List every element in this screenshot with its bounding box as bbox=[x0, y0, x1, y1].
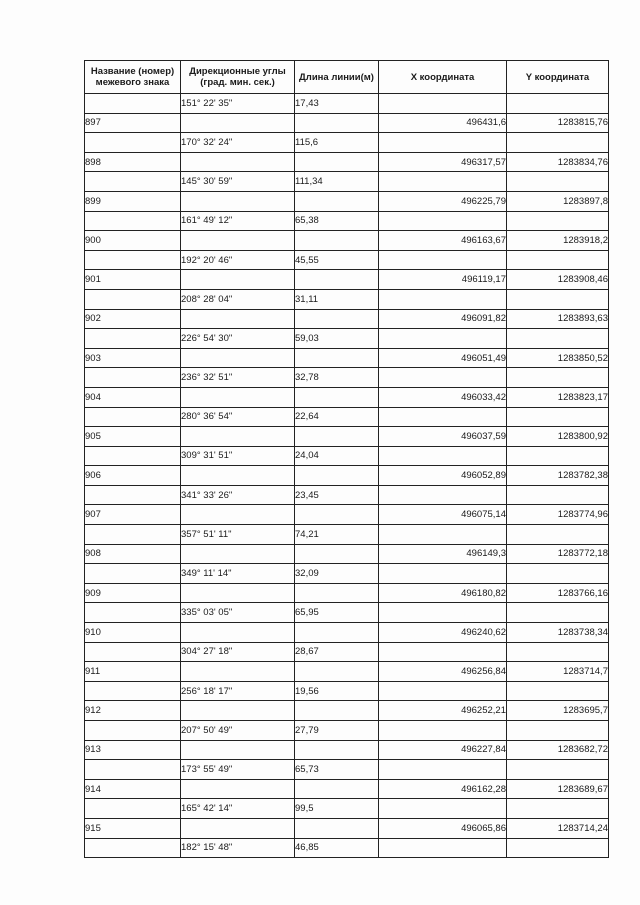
table-row-point bbox=[85, 818, 609, 838]
empty-cell bbox=[295, 544, 379, 564]
line-length-cell: 32,78 bbox=[295, 368, 379, 388]
table-row-segment bbox=[85, 289, 609, 309]
x-coordinate-cell: 496431,6 bbox=[379, 113, 507, 133]
empty-cell bbox=[507, 211, 609, 231]
point-name-cell: 903 bbox=[85, 348, 181, 368]
boundary-coordinates-table bbox=[84, 60, 609, 858]
line-length-cell: 19,56 bbox=[295, 681, 379, 701]
line-length-cell: 99,5 bbox=[295, 799, 379, 819]
table-row-segment bbox=[85, 172, 609, 192]
empty-cell bbox=[507, 721, 609, 741]
point-name-cell: 899 bbox=[85, 191, 181, 211]
table-row-point bbox=[85, 740, 609, 760]
empty-cell bbox=[181, 701, 295, 721]
direction-angle-cell: 304° 27' 18" bbox=[181, 642, 295, 662]
empty-cell bbox=[181, 779, 295, 799]
table-row-point bbox=[85, 152, 609, 172]
empty-cell bbox=[379, 721, 507, 741]
point-name-cell: 901 bbox=[85, 270, 181, 290]
empty-cell bbox=[181, 348, 295, 368]
table-row-point bbox=[85, 662, 609, 682]
table-row-segment bbox=[85, 329, 609, 349]
line-length-cell: 45,55 bbox=[295, 250, 379, 270]
empty-cell bbox=[85, 721, 181, 741]
empty-cell bbox=[507, 368, 609, 388]
empty-cell bbox=[379, 329, 507, 349]
table-row-point bbox=[85, 701, 609, 721]
empty-cell bbox=[181, 387, 295, 407]
x-coordinate-cell: 496162,28 bbox=[379, 779, 507, 799]
x-coordinate-cell: 496240,62 bbox=[379, 623, 507, 643]
empty-cell bbox=[507, 407, 609, 427]
empty-cell bbox=[85, 799, 181, 819]
empty-cell bbox=[379, 642, 507, 662]
empty-cell bbox=[379, 211, 507, 231]
x-coordinate-cell: 496033,42 bbox=[379, 387, 507, 407]
line-length-cell: 31,11 bbox=[295, 289, 379, 309]
empty-cell bbox=[181, 152, 295, 172]
point-name-cell: 898 bbox=[85, 152, 181, 172]
empty-cell bbox=[181, 113, 295, 133]
x-coordinate-cell: 496256,84 bbox=[379, 662, 507, 682]
empty-cell bbox=[379, 94, 507, 114]
y-coordinate-cell: 1283682,72 bbox=[507, 740, 609, 760]
empty-cell bbox=[85, 485, 181, 505]
empty-cell bbox=[379, 172, 507, 192]
empty-cell bbox=[379, 564, 507, 584]
empty-cell bbox=[295, 152, 379, 172]
x-coordinate-cell: 496252,21 bbox=[379, 701, 507, 721]
point-name-cell: 907 bbox=[85, 505, 181, 525]
y-coordinate-cell: 1283695,7 bbox=[507, 701, 609, 721]
direction-angle-cell: 226° 54' 30" bbox=[181, 329, 295, 349]
line-length-cell: 32,09 bbox=[295, 564, 379, 584]
empty-cell bbox=[295, 387, 379, 407]
empty-cell bbox=[295, 466, 379, 486]
empty-cell bbox=[85, 603, 181, 623]
point-name-cell: 900 bbox=[85, 231, 181, 251]
empty-cell bbox=[181, 818, 295, 838]
empty-cell bbox=[85, 642, 181, 662]
direction-angle-cell: 207° 50' 49" bbox=[181, 721, 295, 741]
empty-cell bbox=[379, 446, 507, 466]
empty-cell bbox=[507, 250, 609, 270]
empty-cell bbox=[85, 329, 181, 349]
point-name-cell: 910 bbox=[85, 623, 181, 643]
table-row-segment bbox=[85, 407, 609, 427]
line-length-cell: 115,6 bbox=[295, 133, 379, 153]
table-row-segment bbox=[85, 681, 609, 701]
direction-angle-cell: 256° 18' 17" bbox=[181, 681, 295, 701]
empty-cell bbox=[379, 133, 507, 153]
point-name-cell: 905 bbox=[85, 427, 181, 447]
empty-cell bbox=[85, 133, 181, 153]
empty-cell bbox=[507, 838, 609, 858]
empty-cell bbox=[181, 427, 295, 447]
empty-cell bbox=[295, 583, 379, 603]
x-coordinate-cell: 496119,17 bbox=[379, 270, 507, 290]
point-name-cell: 897 bbox=[85, 113, 181, 133]
x-coordinate-cell: 496163,67 bbox=[379, 231, 507, 251]
point-name-cell: 913 bbox=[85, 740, 181, 760]
table-row-segment bbox=[85, 760, 609, 780]
table-row-point bbox=[85, 270, 609, 290]
y-coordinate-cell: 1283774,96 bbox=[507, 505, 609, 525]
empty-cell bbox=[181, 623, 295, 643]
line-length-cell: 46,85 bbox=[295, 838, 379, 858]
table-row-segment bbox=[85, 721, 609, 741]
y-coordinate-cell: 1283714,7 bbox=[507, 662, 609, 682]
line-length-cell: 17,43 bbox=[295, 94, 379, 114]
empty-cell bbox=[85, 838, 181, 858]
y-coordinate-cell: 1283823,17 bbox=[507, 387, 609, 407]
empty-cell bbox=[379, 407, 507, 427]
point-name-cell: 911 bbox=[85, 662, 181, 682]
empty-cell bbox=[85, 250, 181, 270]
empty-cell bbox=[507, 603, 609, 623]
y-coordinate-cell: 1283815,76 bbox=[507, 113, 609, 133]
x-coordinate-cell: 496227,84 bbox=[379, 740, 507, 760]
empty-cell bbox=[507, 564, 609, 584]
table-row-segment bbox=[85, 250, 609, 270]
table-row-segment bbox=[85, 799, 609, 819]
empty-cell bbox=[85, 407, 181, 427]
empty-cell bbox=[507, 446, 609, 466]
table-row-point bbox=[85, 583, 609, 603]
table-row-point bbox=[85, 544, 609, 564]
empty-cell bbox=[507, 760, 609, 780]
empty-cell bbox=[295, 740, 379, 760]
table-row-point bbox=[85, 623, 609, 643]
point-name-cell: 915 bbox=[85, 818, 181, 838]
direction-angle-cell: 236° 32' 51" bbox=[181, 368, 295, 388]
direction-angle-cell: 335° 03' 05" bbox=[181, 603, 295, 623]
table-row-segment bbox=[85, 368, 609, 388]
table-row-segment bbox=[85, 564, 609, 584]
line-length-cell: 28,67 bbox=[295, 642, 379, 662]
direction-angle-cell: 165° 42' 14" bbox=[181, 799, 295, 819]
empty-cell bbox=[85, 289, 181, 309]
y-coordinate-cell: 1283782,38 bbox=[507, 466, 609, 486]
direction-angle-cell: 182° 15' 48" bbox=[181, 838, 295, 858]
empty-cell bbox=[379, 681, 507, 701]
line-length-cell: 65,38 bbox=[295, 211, 379, 231]
direction-angle-cell: 309° 31' 51" bbox=[181, 446, 295, 466]
empty-cell bbox=[181, 270, 295, 290]
point-name-cell: 912 bbox=[85, 701, 181, 721]
empty-cell bbox=[379, 525, 507, 545]
empty-cell bbox=[379, 760, 507, 780]
x-coordinate-cell: 496075,14 bbox=[379, 505, 507, 525]
x-coordinate-cell: 496225,79 bbox=[379, 191, 507, 211]
table-row-point bbox=[85, 779, 609, 799]
empty-cell bbox=[85, 94, 181, 114]
table-row-segment bbox=[85, 133, 609, 153]
y-coordinate-cell: 1283908,46 bbox=[507, 270, 609, 290]
empty-cell bbox=[507, 642, 609, 662]
table-row-segment bbox=[85, 838, 609, 858]
table-row-point bbox=[85, 505, 609, 525]
line-length-cell: 74,21 bbox=[295, 525, 379, 545]
header-line-length: Длина линии(м) bbox=[295, 61, 379, 94]
direction-angle-cell: 161° 49' 12" bbox=[181, 211, 295, 231]
empty-cell bbox=[85, 368, 181, 388]
empty-cell bbox=[295, 113, 379, 133]
direction-angle-cell: 151° 22' 35" bbox=[181, 94, 295, 114]
empty-cell bbox=[85, 172, 181, 192]
table-row-point bbox=[85, 466, 609, 486]
empty-cell bbox=[379, 368, 507, 388]
empty-cell bbox=[379, 289, 507, 309]
y-coordinate-cell: 1283689,67 bbox=[507, 779, 609, 799]
x-coordinate-cell: 496037,59 bbox=[379, 427, 507, 447]
table-row-segment bbox=[85, 603, 609, 623]
empty-cell bbox=[379, 799, 507, 819]
empty-cell bbox=[507, 799, 609, 819]
empty-cell bbox=[507, 329, 609, 349]
empty-cell bbox=[507, 94, 609, 114]
empty-cell bbox=[379, 838, 507, 858]
empty-cell bbox=[181, 544, 295, 564]
empty-cell bbox=[507, 485, 609, 505]
x-coordinate-cell: 496149,3 bbox=[379, 544, 507, 564]
direction-angle-cell: 357° 51' 11" bbox=[181, 525, 295, 545]
y-coordinate-cell: 1283714,24 bbox=[507, 818, 609, 838]
point-name-cell: 906 bbox=[85, 466, 181, 486]
line-length-cell: 24,04 bbox=[295, 446, 379, 466]
x-coordinate-cell: 496091,82 bbox=[379, 309, 507, 329]
point-name-cell: 914 bbox=[85, 779, 181, 799]
direction-angle-cell: 349° 11' 14" bbox=[181, 564, 295, 584]
empty-cell bbox=[181, 583, 295, 603]
direction-angle-cell: 208° 28' 04" bbox=[181, 289, 295, 309]
empty-cell bbox=[85, 525, 181, 545]
table-row-point bbox=[85, 348, 609, 368]
table-row-segment bbox=[85, 446, 609, 466]
x-coordinate-cell: 496180,82 bbox=[379, 583, 507, 603]
empty-cell bbox=[379, 250, 507, 270]
empty-cell bbox=[507, 525, 609, 545]
direction-angle-cell: 341° 33' 26" bbox=[181, 485, 295, 505]
empty-cell bbox=[295, 309, 379, 329]
line-length-cell: 27,79 bbox=[295, 721, 379, 741]
empty-cell bbox=[507, 172, 609, 192]
direction-angle-cell: 173° 55' 49" bbox=[181, 760, 295, 780]
table-header-row bbox=[85, 61, 609, 94]
empty-cell bbox=[379, 485, 507, 505]
empty-cell bbox=[507, 681, 609, 701]
header-point-name: Название (номер) межевого знака bbox=[85, 61, 181, 94]
empty-cell bbox=[85, 446, 181, 466]
empty-cell bbox=[85, 211, 181, 231]
table-row-point bbox=[85, 427, 609, 447]
y-coordinate-cell: 1283918,2 bbox=[507, 231, 609, 251]
empty-cell bbox=[181, 740, 295, 760]
table-row-point bbox=[85, 191, 609, 211]
table-body bbox=[85, 94, 609, 858]
y-coordinate-cell: 1283834,76 bbox=[507, 152, 609, 172]
point-name-cell: 909 bbox=[85, 583, 181, 603]
point-name-cell: 908 bbox=[85, 544, 181, 564]
empty-cell bbox=[295, 662, 379, 682]
direction-angle-cell: 192° 20' 46" bbox=[181, 250, 295, 270]
table-row-segment bbox=[85, 642, 609, 662]
y-coordinate-cell: 1283766,16 bbox=[507, 583, 609, 603]
empty-cell bbox=[295, 270, 379, 290]
empty-cell bbox=[181, 231, 295, 251]
table-row-point bbox=[85, 309, 609, 329]
header-x-coordinate: X координата bbox=[379, 61, 507, 94]
y-coordinate-cell: 1283772,18 bbox=[507, 544, 609, 564]
line-length-cell: 65,95 bbox=[295, 603, 379, 623]
y-coordinate-cell: 1283893,63 bbox=[507, 309, 609, 329]
empty-cell bbox=[507, 133, 609, 153]
line-length-cell: 65,73 bbox=[295, 760, 379, 780]
line-length-cell: 59,03 bbox=[295, 329, 379, 349]
direction-angle-cell: 280° 36' 54" bbox=[181, 407, 295, 427]
empty-cell bbox=[181, 505, 295, 525]
table-row-segment bbox=[85, 211, 609, 231]
empty-cell bbox=[181, 309, 295, 329]
empty-cell bbox=[295, 701, 379, 721]
line-length-cell: 23,45 bbox=[295, 485, 379, 505]
x-coordinate-cell: 496051,49 bbox=[379, 348, 507, 368]
table-row-point bbox=[85, 231, 609, 251]
empty-cell bbox=[181, 662, 295, 682]
empty-cell bbox=[295, 818, 379, 838]
point-name-cell: 904 bbox=[85, 387, 181, 407]
table-row-segment bbox=[85, 525, 609, 545]
empty-cell bbox=[295, 231, 379, 251]
empty-cell bbox=[379, 603, 507, 623]
point-name-cell: 902 bbox=[85, 309, 181, 329]
y-coordinate-cell: 1283738,34 bbox=[507, 623, 609, 643]
table-row-point bbox=[85, 387, 609, 407]
table-row-point bbox=[85, 113, 609, 133]
y-coordinate-cell: 1283897,8 bbox=[507, 191, 609, 211]
direction-angle-cell: 170° 32' 24" bbox=[181, 133, 295, 153]
empty-cell bbox=[181, 466, 295, 486]
header-y-coordinate: Y координата bbox=[507, 61, 609, 94]
empty-cell bbox=[507, 289, 609, 309]
table-row-segment bbox=[85, 485, 609, 505]
empty-cell bbox=[295, 348, 379, 368]
empty-cell bbox=[295, 191, 379, 211]
x-coordinate-cell: 496065,86 bbox=[379, 818, 507, 838]
line-length-cell: 22,64 bbox=[295, 407, 379, 427]
empty-cell bbox=[85, 681, 181, 701]
empty-cell bbox=[295, 427, 379, 447]
table-row-segment bbox=[85, 94, 609, 114]
direction-angle-cell: 145° 30' 59" bbox=[181, 172, 295, 192]
header-direction-angle: Дирекционные углы (град. мин. сек.) bbox=[181, 61, 295, 94]
empty-cell bbox=[295, 623, 379, 643]
y-coordinate-cell: 1283850,52 bbox=[507, 348, 609, 368]
y-coordinate-cell: 1283800,92 bbox=[507, 427, 609, 447]
x-coordinate-cell: 496052,89 bbox=[379, 466, 507, 486]
x-coordinate-cell: 496317,57 bbox=[379, 152, 507, 172]
empty-cell bbox=[85, 760, 181, 780]
empty-cell bbox=[85, 564, 181, 584]
empty-cell bbox=[295, 505, 379, 525]
empty-cell bbox=[181, 191, 295, 211]
empty-cell bbox=[295, 779, 379, 799]
line-length-cell: 111,34 bbox=[295, 172, 379, 192]
